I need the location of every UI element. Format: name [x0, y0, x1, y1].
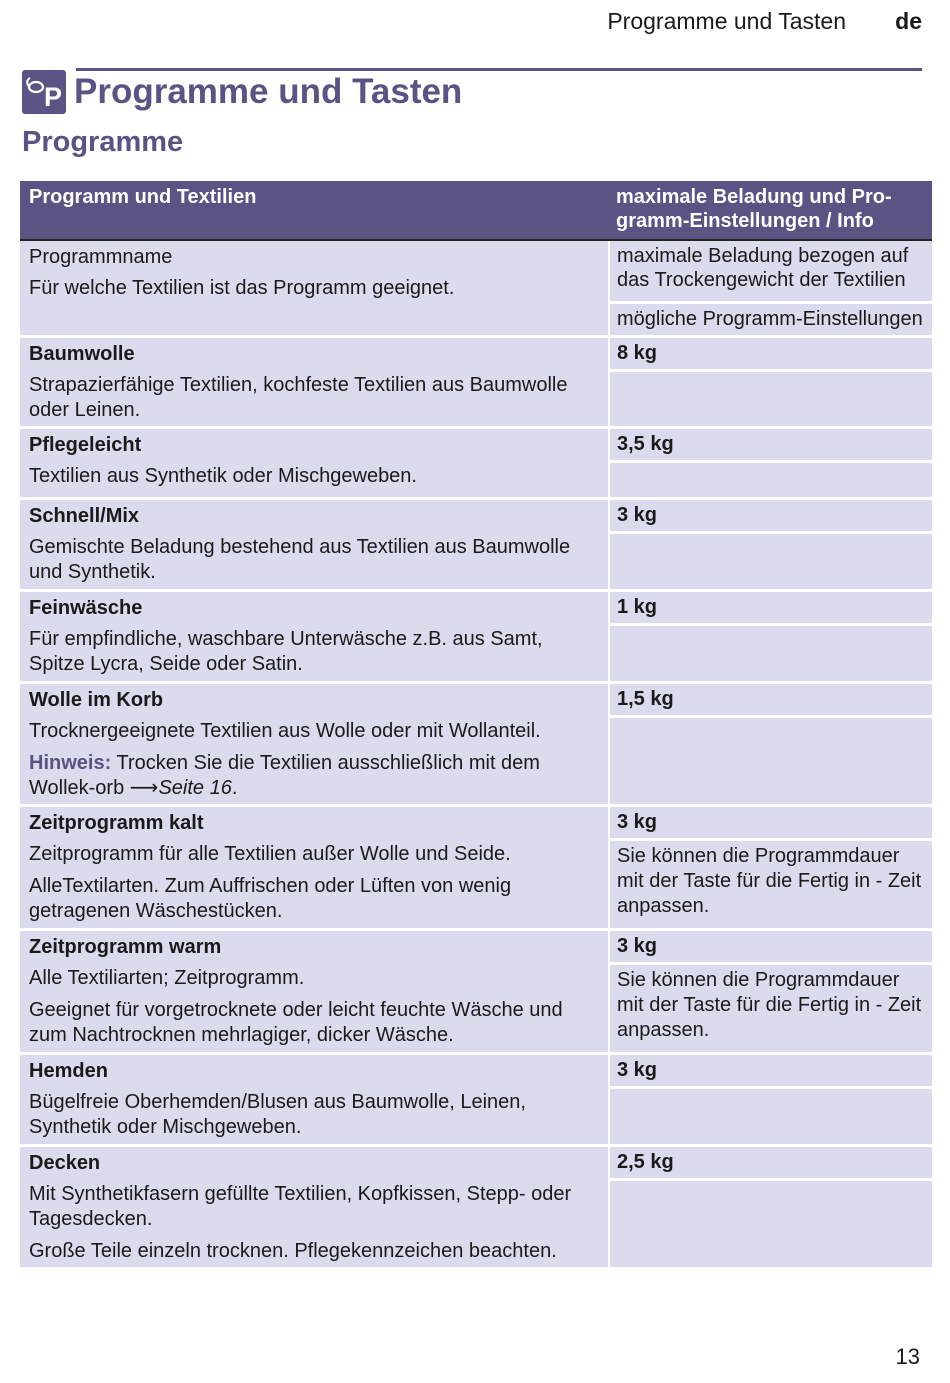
program-name: Schnell/Mix [29, 505, 140, 527]
legend-load: maximale Beladung bezogen auf das Trockengewicht der Textilien [610, 241, 932, 301]
program-desc: Alle Textiliarten; Zeitprogramm. [29, 967, 305, 989]
page-number: 13 [895, 1344, 920, 1369]
language-code: de [895, 8, 922, 34]
table-row [20, 684, 932, 804]
table-row [20, 931, 932, 1052]
max-load: 1 kg [610, 592, 932, 623]
program-p-icon [22, 70, 66, 114]
max-load: 3,5 kg [610, 429, 932, 460]
program-desc-extra: Geeignet für vorgetrocknete oder leicht feuchte Wäsche und zum Nachtrocknen mehrlagiger, dicker Wäsche. [29, 999, 563, 1046]
svg-text:P: P [44, 82, 63, 112]
table-row [20, 429, 932, 497]
program-name: Wolle im Korb [29, 689, 164, 711]
col-header-program: Programm und Textilien [29, 186, 257, 208]
program-note: Hinweis: Trocken Sie die Textilien ausschließlich mit dem Wollek-orb ⟶Seite 16. [29, 752, 540, 799]
max-load: 3 kg [610, 500, 932, 531]
page-reference: Seite 16 [158, 777, 232, 799]
arrow-right-icon: ⟶ [129, 777, 159, 799]
table-row [20, 807, 932, 928]
table-header [20, 181, 932, 241]
table-row [20, 500, 932, 589]
note-text: Trocken Sie die Textilien ausschließlich mit dem Wollek-orb [29, 752, 540, 799]
program-name: Baumwolle [29, 343, 135, 365]
table-row [20, 338, 932, 426]
note-label: Hinweis: [29, 752, 112, 774]
max-load: 3 kg [610, 807, 932, 838]
program-name: Decken [29, 1152, 101, 1174]
legend-desc: Für welche Textilien ist das Programm geeignet. [29, 277, 455, 299]
program-name: Feinwäsche [29, 597, 143, 619]
max-load: 3 kg [610, 931, 932, 962]
program-info: Sie können die Programmdauer mit der Taste für die Fertig in - Zeit anpassen. [610, 841, 932, 928]
table-row [20, 1147, 932, 1267]
legend-settings: mögliche Programm-Einstellungen [610, 304, 932, 335]
program-info: Sie können die Programmdauer mit der Taste für die Fertig in - Zeit anpassen. [610, 965, 932, 1052]
program-desc: Für empfindliche, waschbare Unterwäsche z.B. aus Samt, Spitze Lycra, Seide oder Satin. [29, 628, 543, 675]
legend-row [20, 241, 932, 335]
max-load: 3 kg [610, 1055, 932, 1086]
col-header-load: maximale Beladung und Pro- gramm-Einstellungen / Info [616, 186, 892, 232]
program-desc: Gemischte Beladung bestehend aus Textilien aus Baumwolle und Synthetik. [29, 536, 571, 583]
program-desc: Mit Synthetikfasern gefüllte Textilien, Kopfkissen, Stepp- oder Tagesdecken. [29, 1183, 572, 1230]
max-load: 8 kg [610, 338, 932, 369]
table-row [20, 1055, 932, 1144]
program-name: Pflegeleicht [29, 434, 142, 456]
header-rule [76, 68, 922, 71]
max-load: 2,5 kg [610, 1147, 932, 1178]
running-header-title: Programme und Tasten [607, 8, 846, 34]
legend-name: Programmname [29, 246, 173, 268]
program-desc: Zeitprogramm für alle Textilien außer Wolle und Seide. [29, 843, 511, 865]
program-desc: Textilien aus Synthetik oder Mischgeweben. [29, 465, 417, 487]
page-title: Programme und Tasten [74, 72, 463, 111]
program-desc: Strapazierfähige Textilien, kochfeste Textilien aus Baumwolle oder Leinen. [29, 374, 568, 421]
section-title: Programme [22, 126, 184, 158]
program-desc-extra: Große Teile einzeln trocknen. Pflegekennzeichen beachten. [29, 1240, 557, 1262]
programs-table [20, 181, 932, 1267]
max-load: 1,5 kg [610, 684, 932, 715]
program-desc: Bügelfreie Oberhemden/Blusen aus Baumwolle, Leinen, Synthetik oder Mischgeweben. [29, 1091, 526, 1138]
program-desc-extra: AlleTextilarten. Zum Auffrischen oder Lüften von wenig getragenen Wäschestücken. [29, 875, 512, 922]
table-row [20, 592, 932, 681]
program-name: Hemden [29, 1060, 108, 1082]
program-name: Zeitprogramm warm [29, 936, 222, 958]
program-desc: Trocknergeeignete Textilien aus Wolle oder mit Wollanteil. [29, 720, 541, 742]
program-name: Zeitprogramm kalt [29, 812, 204, 834]
